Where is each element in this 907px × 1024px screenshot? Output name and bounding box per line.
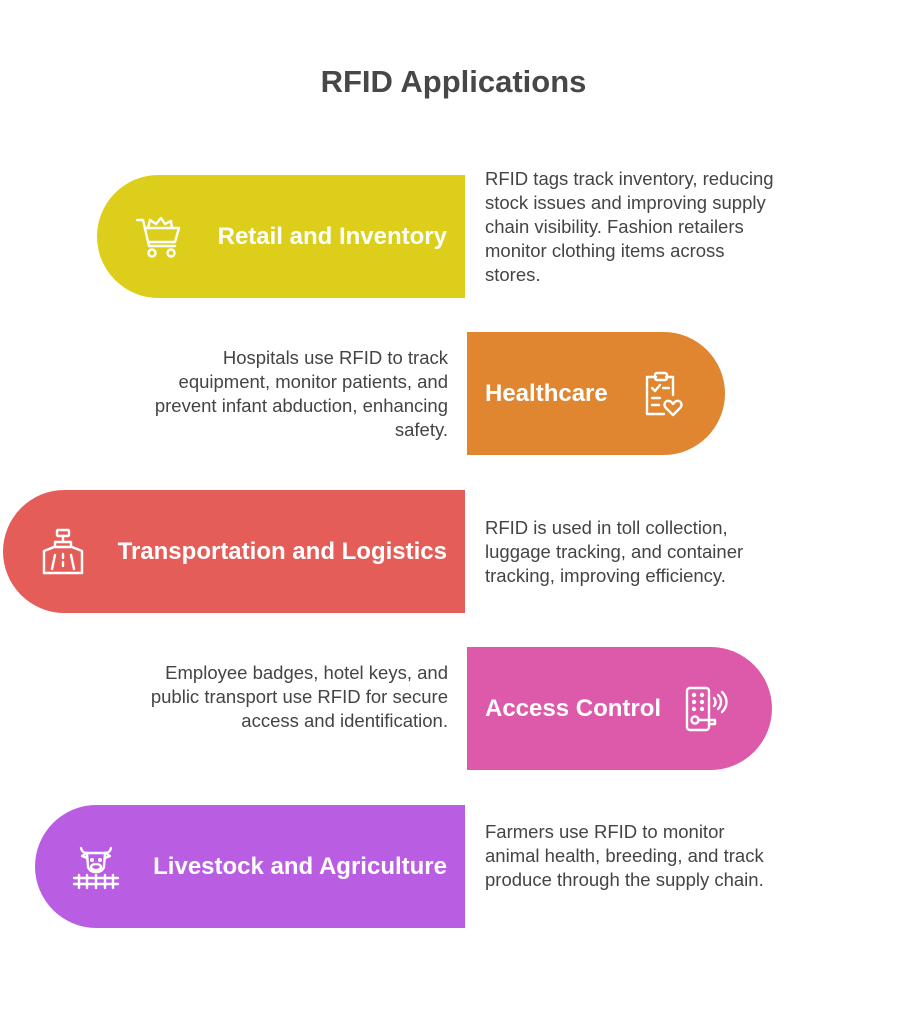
cow-fence-icon [70, 841, 122, 893]
livestock-agriculture-description: Farmers use RFID to monitor animal health, breeding, and track produce through the supply chain. [485, 821, 764, 890]
healthcare-description: Hospitals use RFID to track equipment, monitor patients, and prevent infant abduction, enhancing safety. [154, 347, 448, 440]
healthcare-pill [467, 332, 725, 455]
livestock-agriculture-label: Livestock and Agriculture [153, 852, 447, 880]
retail-inventory-description: RFID tags track inventory, reducing stock issues and improving supply chain visibility. Fashion retailers monitor clothing items across stores. [485, 168, 774, 285]
clipboard-heart-icon [635, 368, 687, 420]
shopping-cart-icon [133, 211, 185, 263]
transportation-logistics-label: Transportation and Logistics [117, 537, 447, 565]
healthcare-label: Healthcare [485, 379, 608, 407]
page-title: RFID Applications [320, 64, 587, 99]
access-control-pill [467, 647, 772, 770]
access-control-label: Access Control [485, 694, 662, 722]
retail-inventory-pill [97, 175, 465, 298]
livestock-agriculture-pill [35, 805, 465, 928]
transportation-logistics-pill [3, 490, 465, 613]
smart-lock-icon [679, 683, 731, 735]
toll-road-icon [37, 526, 89, 578]
retail-inventory-label: Retail and Inventory [217, 222, 447, 250]
access-control-description: Employee badges, hotel keys, and public transport use RFID for secure access and identification. [150, 662, 448, 731]
transportation-logistics-description: RFID is used in toll collection, luggage tracking, and container tracking, improving efficiency. [485, 517, 744, 586]
